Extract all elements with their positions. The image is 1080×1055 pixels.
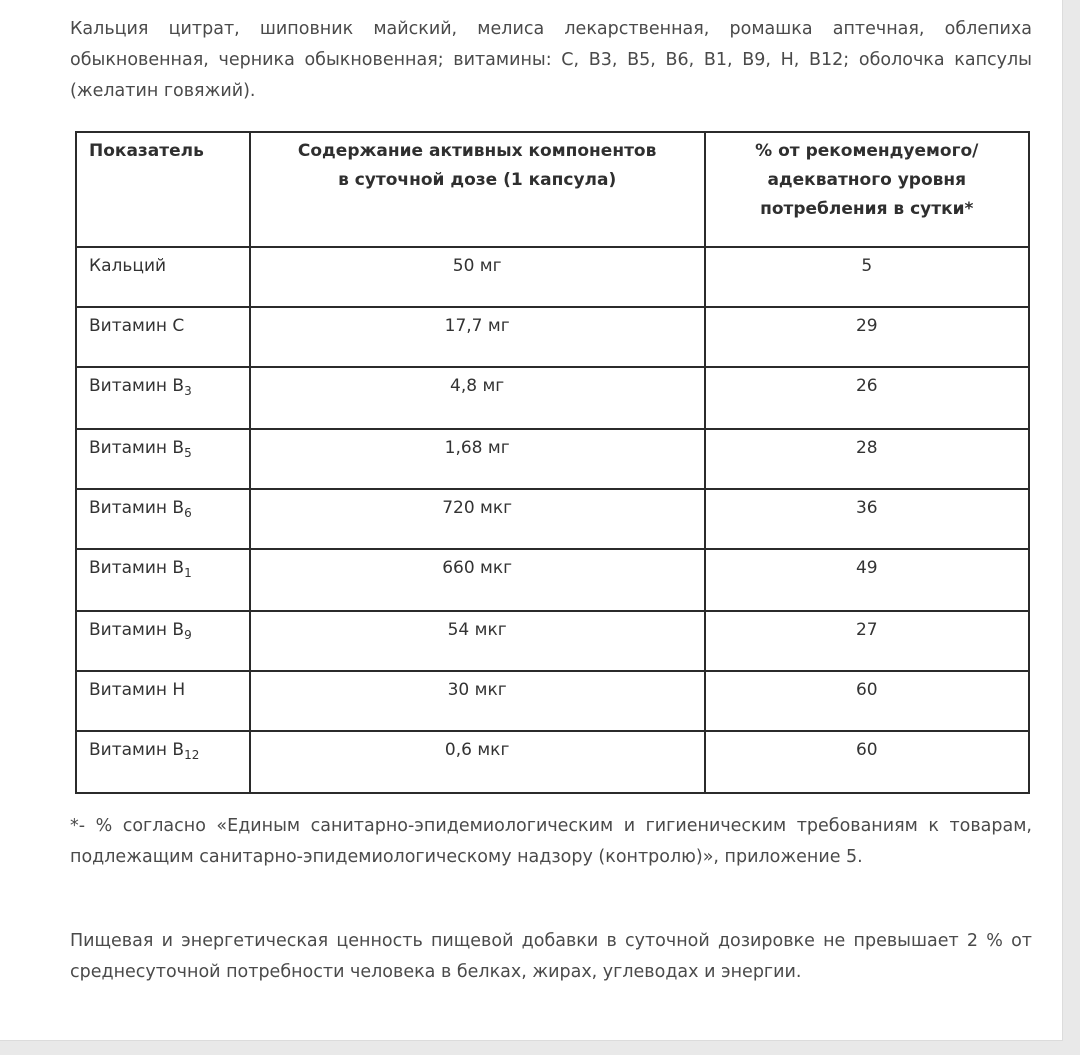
table-row: [76, 731, 1029, 793]
energy-value-note: Пищевая и энергетическая ценность пищевой добавки в суточной дозировке не превышает 2 % от среднесуточной потребности человека в белках, жирах, углеводах и энергии.: [70, 931, 1032, 982]
nutrient-amount: 720 мкг: [250, 489, 705, 549]
composition-text: Кальция цитрат, шиповник майский, мелиса лекарственная, ромашка аптечная, облепиха обыкновенная, черника обыкновенная; витамины: С, В3, В5, В6, В1, В9, Н, В12; оболочка капсулы (желатин говяжий).: [70, 19, 1032, 101]
table-header-row: [76, 132, 1029, 247]
table-row: [76, 429, 1029, 489]
table-row: [76, 367, 1029, 429]
footnote-text: *- % согласно «Единым санитарно-эпидемиологическим и гигиеническим требованиям к товарам, подлежащим санитарно-эпидемиологическому надзору (контролю)», приложение 5.: [70, 816, 1032, 867]
nutrient-amount: 54 мкг: [250, 611, 705, 671]
nutrient-percent: 36: [705, 489, 1029, 549]
nutrient-amount: 1,68 мг: [250, 429, 705, 489]
nutrient-name-label: Витамин В: [89, 558, 185, 578]
nutrient-subscript: 1: [184, 566, 192, 580]
table-body: [76, 247, 1029, 793]
nutrient-subscript: 12: [184, 748, 200, 762]
header-indicator: Показатель: [76, 132, 250, 247]
nutrient-name-label: Кальций: [89, 256, 167, 276]
nutrient-name: [76, 489, 250, 549]
nutrient-name-label: Витамин В: [89, 438, 185, 458]
nutrient-percent: 5: [705, 247, 1029, 307]
nutrient-name: [76, 247, 250, 307]
nutrient-percent: 60: [705, 731, 1029, 793]
nutrient-name-label: Витамин В: [89, 498, 185, 518]
nutrient-subscript: 9: [184, 628, 192, 642]
nutrient-name-label: Витамин Н: [89, 680, 186, 700]
nutrient-percent: 49: [705, 549, 1029, 611]
nutrient-percent: 28: [705, 429, 1029, 489]
nutrient-percent: 27: [705, 611, 1029, 671]
nutrient-name: [76, 307, 250, 367]
nutrient-percent: 26: [705, 367, 1029, 429]
nutrient-subscript: 6: [184, 506, 192, 520]
nutrient-amount: 17,7 мг: [250, 307, 705, 367]
nutrient-name: [76, 429, 250, 489]
table-row: [76, 611, 1029, 671]
nutrient-subscript: 5: [184, 446, 192, 460]
nutrient-table: [75, 131, 1030, 794]
nutrient-name: [76, 671, 250, 731]
table-row: [76, 307, 1029, 367]
nutrient-name: [76, 731, 250, 793]
nutrient-subscript: 3: [184, 384, 192, 398]
header-percent: % от рекомендуемого/ адекватного уровня потребления в сутки*: [705, 132, 1029, 247]
table-row: [76, 671, 1029, 731]
nutrient-amount: 4,8 мг: [250, 367, 705, 429]
nutrient-percent: 29: [705, 307, 1029, 367]
nutrient-amount: 50 мг: [250, 247, 705, 307]
nutrient-name-label: Витамин В: [89, 740, 185, 760]
table-row: [76, 549, 1029, 611]
header-content: Содержание активных компонентов в суточной дозе (1 капсула): [250, 132, 705, 247]
nutrient-name: [76, 367, 250, 429]
nutrient-percent: 60: [705, 671, 1029, 731]
table-row: [76, 247, 1029, 307]
nutrient-name: [76, 549, 250, 611]
nutrient-name-label: Витамин В: [89, 376, 185, 396]
nutrient-name-label: Витамин В: [89, 620, 185, 640]
table-row: [76, 489, 1029, 549]
nutrient-amount: 660 мкг: [250, 549, 705, 611]
nutrient-amount: 0,6 мкг: [250, 731, 705, 793]
nutrient-name-label: Витамин С: [89, 316, 185, 336]
nutrient-name: [76, 611, 250, 671]
nutrient-amount: 30 мкг: [250, 671, 705, 731]
